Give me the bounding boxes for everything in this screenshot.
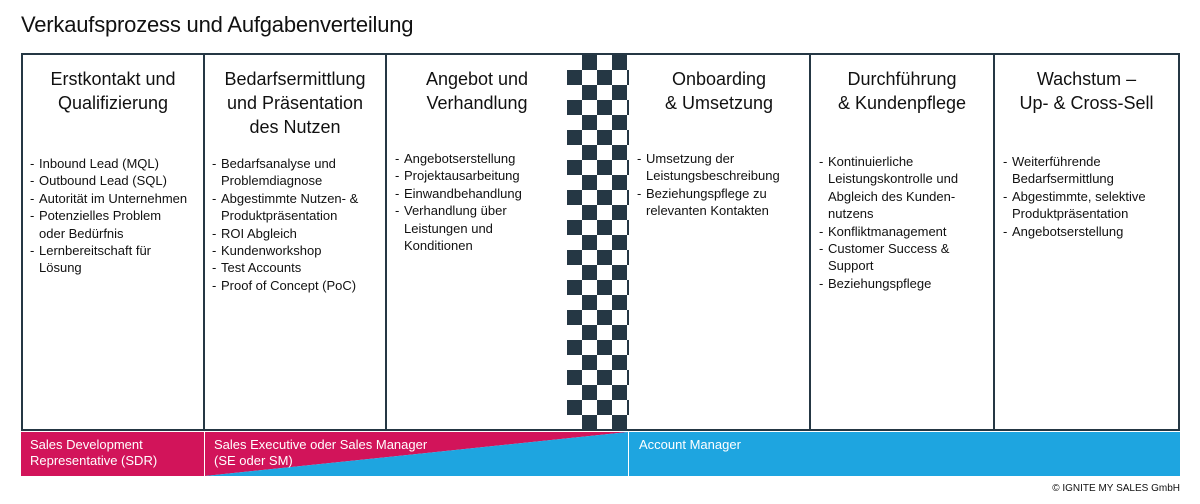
list-item: - Potenzielles Problem oder Bedürfnis [30,207,169,242]
stage-erstkontakt [23,53,203,431]
role-band-am [629,432,1180,476]
checkered-flag-divider [567,53,629,431]
list-item: - Kontinuierliche Leistungskontrolle und Abgleich des Kunden- nutzens [819,153,977,223]
list-item: - Umsetzung der Leistungsbeschreibung [637,150,802,185]
stage-items [212,155,372,294]
list-item: - Test Accounts [212,259,372,276]
stage-items [819,153,977,292]
stage-onboarding [629,53,809,431]
role-band-se [205,432,628,476]
list-item: - Abgestimmte Nutzen- & Produktpräsentation [212,190,372,225]
stage-angebot [387,53,567,431]
list-item: - Konfliktmanagement [819,223,977,240]
list-item: - Angebotserstellung [395,150,555,167]
stage-heading: Wachstum – Up- & Cross-Sell [1019,69,1154,113]
list-item: - Beziehungspflege [819,275,977,292]
list-item: - ROI Abgleich [212,225,372,242]
list-item: - Kundenworkshop [212,242,372,259]
list-item: - Weiterführende Bedarfsermittlung [1003,153,1168,188]
list-item: - Outbound Lead (SQL) [30,172,210,189]
stage-items [1003,153,1168,240]
list-item: - Angebotserstellung [1003,223,1168,240]
list-item: - Bedarfsanalyse und Problemdiagnose [212,155,372,190]
stage-wachstum [995,53,1178,431]
list-item: - Einwandbehandlung [395,185,555,202]
list-item: - Lernbereitschaft für Lösung [30,242,179,277]
list-item: - Abgestimmte, selektive Produktpräsentation [1003,188,1168,223]
copyright-footer: © IGNITE MY SALES GmbH [1052,483,1180,494]
list-item: - Projektausarbeitung [395,167,555,184]
stage-heading: Angebot und Verhandlung [425,69,529,113]
stage-bedarfsermittlung [205,53,385,431]
role-label-am: Account Manager [639,437,741,452]
stage-items [637,150,802,220]
stage-heading: Erstkontakt und Qualifizierung [50,69,176,113]
role-label-se: Sales Executive oder Sales Manager (SE oder SM) [214,437,428,468]
list-item: - Verhandlung über Leistungen und Konditionen [395,202,524,254]
list-item: - Customer Success & Support [819,240,977,275]
page-title: Verkaufsprozess und Aufgabenverteilung [21,12,414,37]
role-band-sdr [21,432,204,476]
role-label-sdr: Sales Development Representative (SDR) [30,437,158,468]
stage-heading: Bedarfsermittlung und Präsentation des Nutzen [224,69,366,137]
stage-heading: Durchführung & Kundenpflege [837,69,967,113]
stage-heading: Onboarding & Umsetzung [664,69,774,113]
stage-durchfuehrung [811,53,993,431]
list-item: - Autorität im Unternehmen [30,190,210,207]
list-item: - Proof of Concept (PoC) [212,277,372,294]
stage-items [30,155,210,277]
stage-items [395,150,555,254]
list-item: - Inbound Lead (MQL) [30,155,210,172]
list-item: - Beziehungspflege zu relevanten Kontakten [637,185,802,220]
